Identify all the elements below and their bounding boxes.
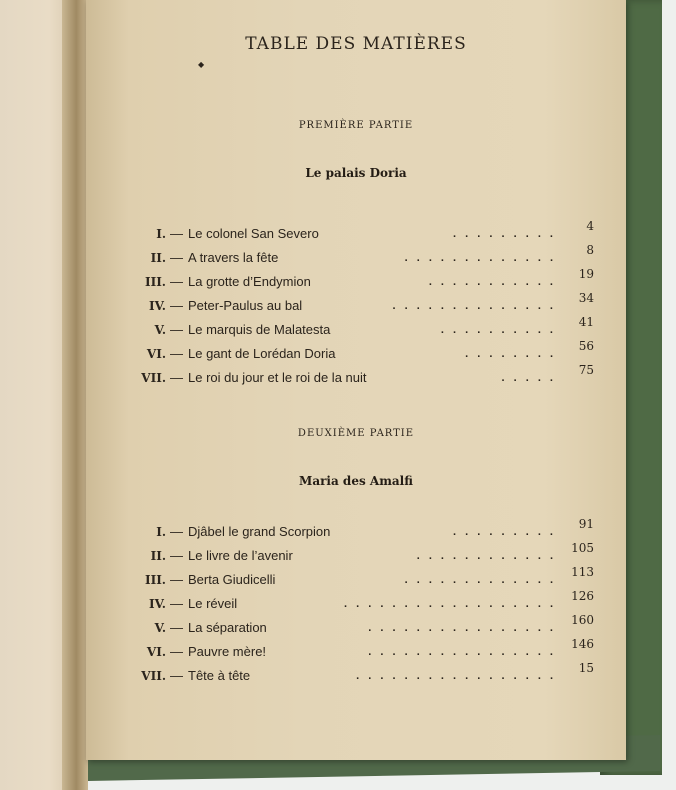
chapter-row — [126, 541, 594, 568]
chapter-page: 126 — [571, 589, 594, 603]
dot-leader: . . . . . . . . . . . . . . . . — [368, 622, 556, 634]
chapter-row — [126, 315, 594, 342]
chapter-title: Pauvre mère! — [188, 644, 267, 659]
chapter-row — [126, 363, 594, 390]
chapter-title: Le colonel San Severo — [188, 226, 319, 241]
chapter-dash: — — [170, 572, 183, 587]
dot-leader: . . . . . . . . . . . — [428, 276, 556, 288]
chapter-dash: — — [170, 298, 183, 313]
chapter-row — [126, 637, 594, 664]
chapter-dash: — — [170, 274, 183, 289]
part-1-heading: PREMIÈRE PARTIE — [298, 120, 414, 131]
dot-leader: . . . . . . . . — [465, 348, 556, 360]
chapter-dash: — — [170, 524, 183, 539]
part-2-title: Maria des Amalfi — [299, 474, 413, 488]
chapter-number: V. — [154, 323, 166, 337]
chapter-title: Le marquis de Malatesta — [188, 322, 331, 337]
chapter-number: II. — [150, 549, 166, 563]
chapter-page: 8 — [586, 243, 594, 257]
part-2-heading: DEUXIÈME PARTIE — [297, 428, 415, 439]
chapter-page: 34 — [578, 291, 594, 305]
chapter-number: III. — [144, 573, 166, 587]
chapter-title: Le livre de l’avenir — [188, 548, 293, 563]
chapter-page: 75 — [578, 363, 594, 377]
chapter-title: La grotte d’Endymion — [188, 274, 311, 289]
chapter-dash: — — [170, 620, 183, 635]
chapter-dash: — — [170, 250, 183, 265]
book-spine — [62, 0, 88, 790]
chapter-row — [126, 243, 594, 270]
chapter-dash: — — [170, 322, 183, 337]
chapter-title: Le roi du jour et le roi de la nuit — [188, 370, 367, 385]
chapter-page: 4 — [586, 219, 594, 233]
part-2-chapter-list — [126, 517, 594, 688]
chapter-page: 160 — [571, 613, 594, 627]
part-1-chapter-list — [126, 219, 594, 390]
chapter-title: Djâbel le grand Scorpion — [188, 524, 331, 539]
chapter-title: Peter-Paulus au bal — [188, 298, 303, 313]
chapter-number: II. — [150, 251, 166, 265]
dot-leader: . . . . . — [501, 372, 556, 384]
chapter-page: 105 — [571, 541, 594, 555]
dot-leader: . . . . . . . . . . . . — [416, 550, 556, 562]
chapter-dash: — — [170, 226, 183, 241]
chapter-dash: — — [170, 644, 183, 659]
chapter-row — [126, 613, 594, 640]
chapter-number: VI. — [146, 347, 166, 361]
chapter-page: 56 — [578, 339, 594, 353]
ink-mark: ◆ — [198, 60, 205, 69]
part-1-title: Le palais Doria — [305, 166, 407, 180]
dot-leader: . . . . . . . . . . . . . . . . . . — [344, 598, 556, 610]
chapter-number: I. — [156, 227, 166, 241]
chapter-page: 91 — [578, 517, 594, 531]
chapter-title: A travers la fête — [188, 250, 279, 265]
chapter-dash: — — [170, 596, 183, 611]
chapter-dash: — — [170, 346, 183, 361]
chapter-row — [126, 291, 594, 318]
chapter-row — [126, 267, 594, 294]
chapter-number: V. — [154, 621, 166, 635]
chapter-row — [126, 589, 594, 616]
chapter-page: 41 — [578, 315, 594, 329]
chapter-number: VI. — [146, 645, 166, 659]
chapter-dash: — — [170, 668, 183, 683]
chapter-row — [126, 219, 594, 246]
dot-leader: . . . . . . . . . — [453, 228, 556, 240]
dot-leader: . . . . . . . . . . . . . — [404, 252, 556, 264]
chapter-number: VII. — [141, 669, 166, 683]
dot-leader: . . . . . . . . . — [453, 526, 556, 538]
dot-leader: . . . . . . . . . . . . . . — [392, 300, 556, 312]
chapter-number: I. — [156, 525, 166, 539]
chapter-number: IV. — [148, 597, 166, 611]
dot-leader: . . . . . . . . . . . . . — [404, 574, 556, 586]
page-title: TABLE DES MATIÈRES — [245, 34, 467, 54]
chapter-dash: — — [170, 370, 183, 385]
chapter-row — [126, 339, 594, 366]
chapter-page: 146 — [571, 637, 594, 651]
dot-leader: . . . . . . . . . . . . . . . . — [368, 646, 556, 658]
chapter-number: IV. — [148, 299, 166, 313]
chapter-page: 19 — [578, 267, 594, 281]
chapter-row — [126, 517, 594, 544]
chapter-number: VII. — [141, 371, 166, 385]
chapter-page: 15 — [578, 661, 594, 675]
chapter-row — [126, 565, 594, 592]
chapter-title: Le réveil — [188, 596, 238, 611]
table-of-contents-page — [86, 0, 626, 760]
chapter-dash: — — [170, 548, 183, 563]
chapter-title: La séparation — [188, 620, 267, 635]
chapter-title: Berta Giudicelli — [188, 572, 276, 587]
chapter-row — [126, 661, 594, 688]
chapter-number: III. — [144, 275, 166, 289]
chapter-title: Tête à tête — [188, 668, 251, 683]
dot-leader: . . . . . . . . . . — [440, 324, 556, 336]
dot-leader: . . . . . . . . . . . . . . . . . — [356, 670, 556, 682]
chapter-title: Le gant de Lorédan Doria — [188, 346, 336, 361]
chapter-page: 113 — [571, 565, 594, 579]
